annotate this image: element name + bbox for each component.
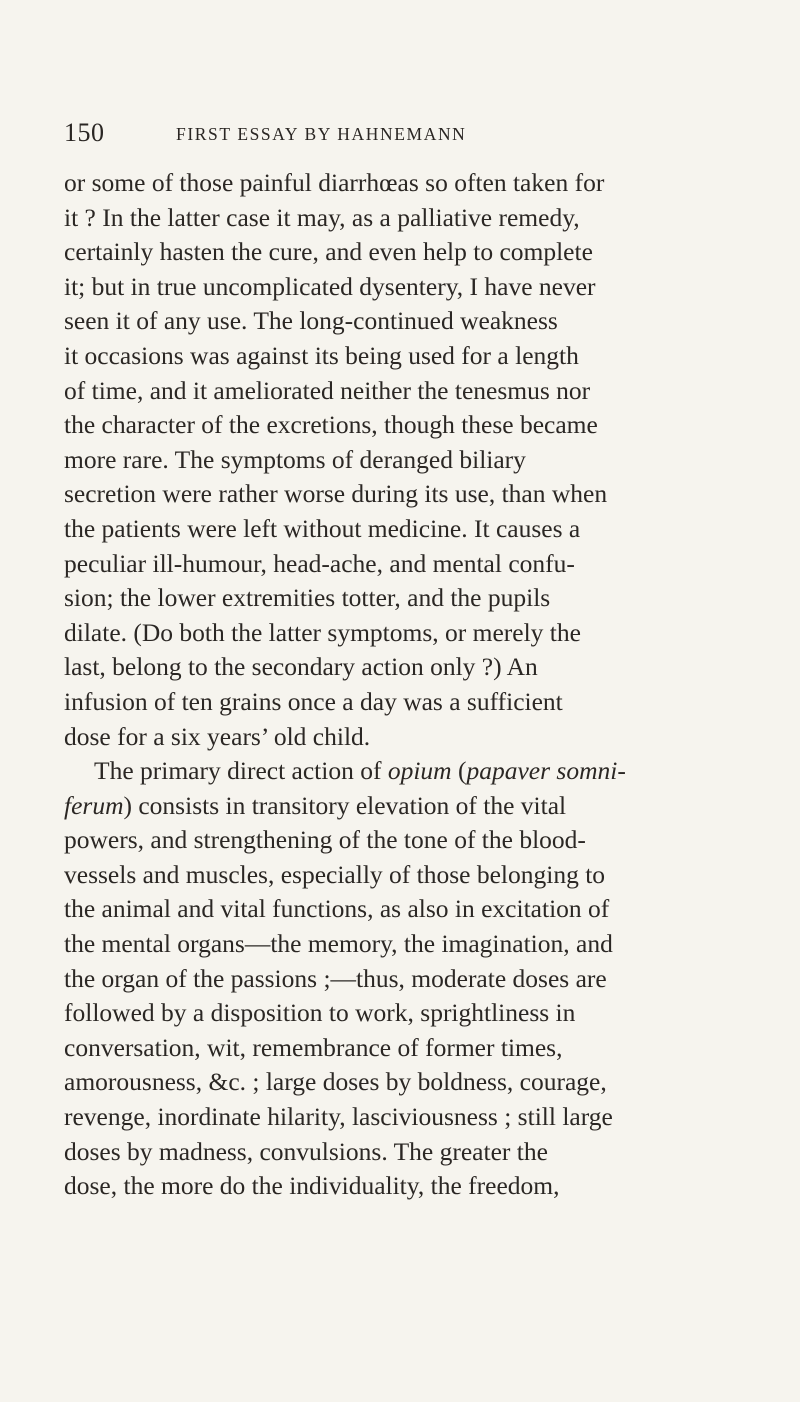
text-line: dose, the more do the individuality, the freedom, (64, 1171, 560, 1201)
italic-term-ferum: ferum (64, 790, 124, 820)
text-line: conversation, wit, remembrance of former times, (64, 1032, 563, 1062)
text-line: doses by madness, convulsions. The greater the (64, 1136, 548, 1166)
text-line: seen it of any use. The long-continued weakness (64, 306, 558, 336)
text-line: it ? In the latter case it may, as a palliative remedy, (64, 202, 580, 232)
text-line: of time, and it ameliorated neither the tenesmus nor (64, 375, 591, 405)
text-line: the organ of the passions ;—thus, moderate doses are (64, 963, 607, 993)
text-line: it; but in true uncomplicated dysentery, I have never (64, 271, 596, 301)
text-line: dose for a six years’ old child. (64, 721, 371, 751)
text-line: peculiar ill-humour, head-ache, and mental confu- (64, 548, 575, 578)
page-number: 150 (64, 118, 105, 147)
text-line: powers, and strengthening of the tone of the blood- (64, 825, 586, 855)
text-line: more rare. The symptoms of deranged biliary (64, 444, 526, 474)
text-line: or some of those painful diarrhœas so often taken for (64, 168, 605, 197)
text-run: ) consists in transitory elevation of the vital (123, 790, 567, 820)
text-line: it occasions was against its being used for a length (64, 340, 579, 370)
text-line: revenge, inordinate hilarity, lasciviousness ; still large (64, 1102, 613, 1132)
text-line: followed by a disposition to work, sprightliness in (64, 998, 576, 1028)
text-line: vessels and muscles, especially of those belonging to (64, 859, 606, 889)
text-line: certainly hasten the cure, and even help to complete (64, 237, 593, 267)
body-text (64, 166, 782, 1204)
italic-term-papaver: papaver somni- (466, 756, 626, 786)
text-run: ( (451, 756, 467, 786)
text-line: the mental organs—the memory, the imagination, and (64, 929, 613, 959)
text-line: dilate. (Do both the latter symptoms, or merely the (64, 617, 581, 647)
text-line: the animal and vital functions, as also in excitation of (64, 894, 610, 924)
running-title: FIRST ESSAY BY HAHNEMANN (176, 124, 467, 144)
text-line: sion; the lower extremities totter, and the pupils (64, 583, 551, 613)
text-line: amorousness, &c. ; large doses by boldness, courage, (64, 1067, 607, 1097)
text-line: the patients were left without medicine. It causes a (64, 513, 581, 543)
text-line: the character of the excretions, though these became (64, 410, 598, 440)
italic-term-opium: opium (387, 756, 452, 786)
text-line: infusion of ten grains once a day was a sufficient (64, 686, 563, 716)
running-header (64, 118, 724, 148)
text-line (64, 789, 782, 824)
text-line: secretion were rather worse during its use, than when (64, 479, 608, 509)
text-line: last, belong to the secondary action only ?) An (64, 652, 538, 682)
text-run: The primary direct action of (94, 756, 388, 786)
paragraph-start-line (64, 754, 782, 789)
